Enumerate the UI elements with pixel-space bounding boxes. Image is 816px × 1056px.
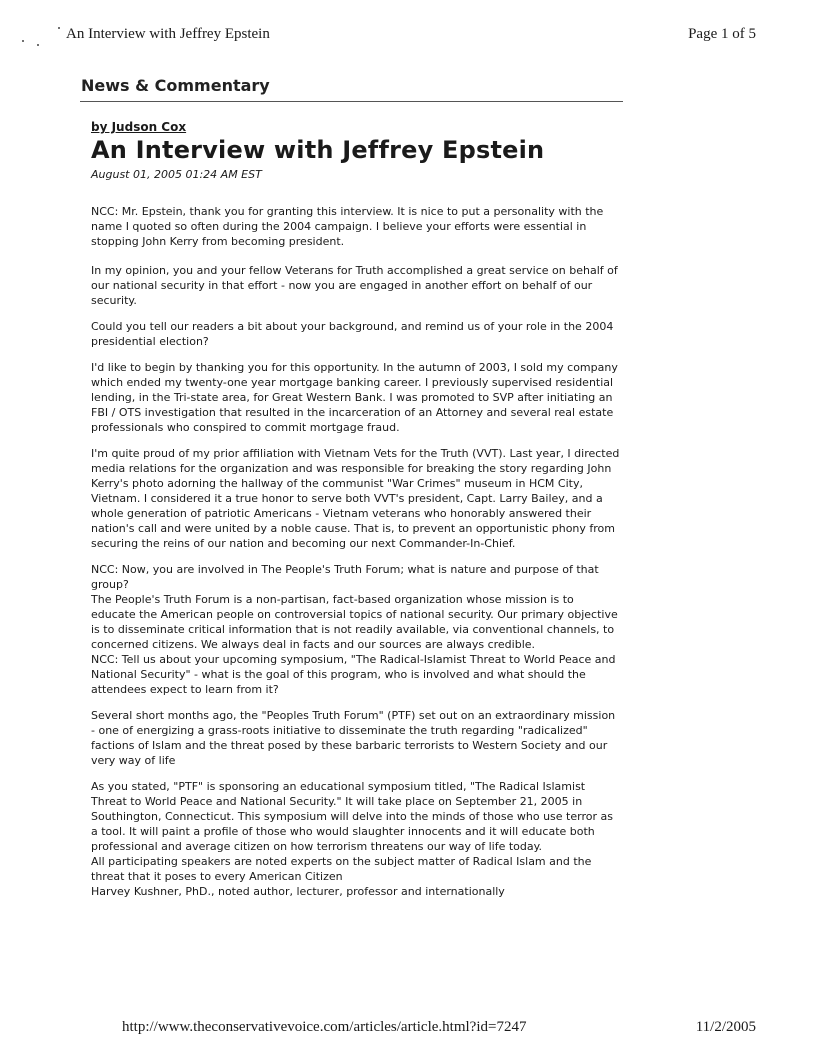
section-divider (80, 101, 623, 102)
print-footer-date: 11/2/2005 (695, 1019, 756, 1035)
article-paragraph: Several short months ago, the "Peoples Truth Forum" (PTF) set out on an extraordinary mission - one of energizing a grass-roots initiative to disseminate the truth regarding "radicalized" factions of Islam and the threat posed by these barbaric terrorists to Western Society and our very way of life (91, 709, 616, 767)
article-paragraph: The People's Truth Forum is a non-partisan, fact-based organization whose mission is to educate the American people on controversial topics of national security. Our primary objective is to disseminate critical information that is not readily available, via conventional channels, to concerned citizens. We always deal in facts and our sources are always credible. (91, 593, 618, 651)
article-paragraph: NCC: Now, you are involved in The People's Truth Forum; what is nature and purpose of that group? (91, 563, 599, 591)
article-paragraph: All participating speakers are noted experts on the subject matter of Radical Islam and the threat that it poses to every American Citizen (91, 855, 592, 883)
article-paragraph: Harvey Kushner, PhD., noted author, lecturer, professor and internationally (91, 885, 505, 898)
print-header-page-number: Page 1 of 5 (688, 26, 756, 42)
article-paragraph: As you stated, "PTF" is sponsoring an educational symposium titled, "The Radical Islamist Threat to World Peace and National Security." It will take place on September 21, 2005 in Southington, Connecticut. This symposium will delve into the minds of those who use terror as a tool. It will paint a profile of those who would slaughter innocents and it will educate both professional and average citizen on how terrorism threatens our way of life today. (91, 780, 613, 853)
byline-link[interactable]: by Judson Cox (91, 120, 187, 134)
article-paragraph: NCC: Mr. Epstein, thank you for granting this interview. It is nice to put a personality with the name I quoted so often during the 2004 campaign. I believe your efforts were essential in stopping John Kerry from becoming president. (91, 205, 604, 248)
scan-speck (58, 27, 60, 29)
scan-speck (37, 44, 39, 46)
print-footer-url: http://www.theconservativevoice.com/articles/article.html?id=7247 (122, 1019, 527, 1035)
article-paragraph: Could you tell our readers a bit about your background, and remind us of your role in the 2004 presidential election? (91, 320, 614, 348)
article-paragraph: In my opinion, you and your fellow Veterans for Truth accomplished a great service on behalf of our national security in that effort - now you are engaged in another effort on behalf of our security. (91, 264, 618, 307)
article-paragraph: NCC: Tell us about your upcoming symposium, "The Radical-Islamist Threat to World Peace and National Security" - what is the goal of this program, who is involved and what should the attendees expect to learn from it? (91, 653, 616, 696)
print-header-title: An Interview with Jeffrey Epstein (66, 26, 270, 42)
section-title: News & Commentary (81, 76, 270, 95)
article-headline: An Interview with Jeffrey Epstein (91, 136, 545, 164)
scan-speck (22, 40, 24, 42)
article-paragraph: I'd like to begin by thanking you for this opportunity. In the autumn of 2003, I sold my company which ended my twenty-one year mortgage banking career. I previously supervised residential lending, in the Tri-state area, for Great Western Bank. I was promoted to SVP after initiating an FBI / OTS investigation that resulted in the incarceration of an Attorney and several real estate professionals who conspired to commit mortgage fraud. (91, 361, 618, 434)
article-paragraph: I'm quite proud of my prior affiliation with Vietnam Vets for the Truth (VVT). Last year, I directed media relations for the organization and was responsible for breaking the story regarding John Kerry's photo adorning the hallway of the communist "War Crimes" museum in HCM City, Vietnam. I considered it a true honor to serve both VVT's president, Capt. Larry Bailey, and a whole generation of patriotic Americans - Vietnam veterans who honorably answered their nation's call and were united by a noble cause. That is, to prevent an opportunistic phony from securing the reins of our nation and becoming our next Commander-In-Chief. (91, 447, 620, 550)
article (91, 120, 621, 899)
article-dateline: August 01, 2005 01:24 AM EST (91, 168, 262, 181)
